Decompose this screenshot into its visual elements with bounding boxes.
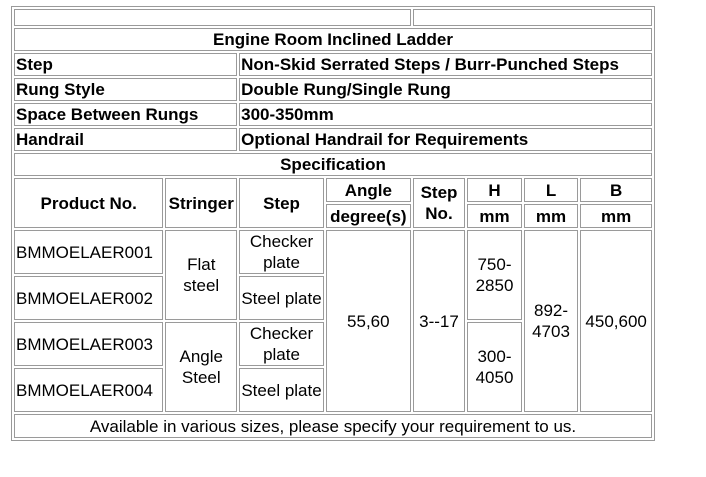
col-header-angle: Angle [326,178,411,202]
b-cell: 450,600 [580,230,652,412]
col-header-l: L [524,178,579,202]
stringer-cell: Angle Steel [165,322,237,412]
step-cell: Steel plate [239,368,324,412]
col-unit-b: mm [580,204,652,228]
step-cell: Checker plate [239,230,324,274]
property-label: Rung Style [14,78,237,101]
step-cell: Steel plate [239,276,324,320]
h-cell: 300-4050 [467,322,522,412]
property-label: Space Between Rungs [14,103,237,126]
table-row [14,230,652,274]
col-unit-angle: degree(s) [326,204,411,228]
product-no-cell: BMMOELAER003 [14,322,163,366]
h-cell: 750-2850 [467,230,522,320]
property-label: Handrail [14,128,237,151]
spec-table [11,6,655,441]
product-no-cell: BMMOELAER004 [14,368,163,412]
stringer-cell: Flat steel [165,230,237,320]
specification-heading: Specification [14,153,652,176]
angle-cell: 55,60 [326,230,411,412]
property-value: Double Rung/Single Rung [239,78,652,101]
footer-note: Available in various sizes, please specify your requirement to us. [14,414,652,438]
step-no-cell: 3--17 [413,230,466,412]
empty-cell [413,9,652,26]
col-unit-h: mm [467,204,522,228]
col-unit-l: mm [524,204,579,228]
table-title: Engine Room Inclined Ladder [14,28,652,51]
col-header-step: Step [239,178,324,228]
product-no-cell: BMMOELAER001 [14,230,163,274]
col-header-stringer: Stringer [165,178,237,228]
property-value: 300-350mm [239,103,652,126]
l-cell: 892-4703 [524,230,579,412]
col-header-h: H [467,178,522,202]
col-header-b: B [580,178,652,202]
property-value: Optional Handrail for Requirements [239,128,652,151]
empty-cell [14,9,411,26]
empty-row [14,9,652,26]
product-no-cell: BMMOELAER002 [14,276,163,320]
property-value: Non-Skid Serrated Steps / Burr-Punched Steps [239,53,652,76]
col-header-product-no: Product No. [14,178,163,228]
col-header-step-no: Step No. [413,178,466,228]
property-label: Step [14,53,237,76]
step-cell: Checker plate [239,322,324,366]
